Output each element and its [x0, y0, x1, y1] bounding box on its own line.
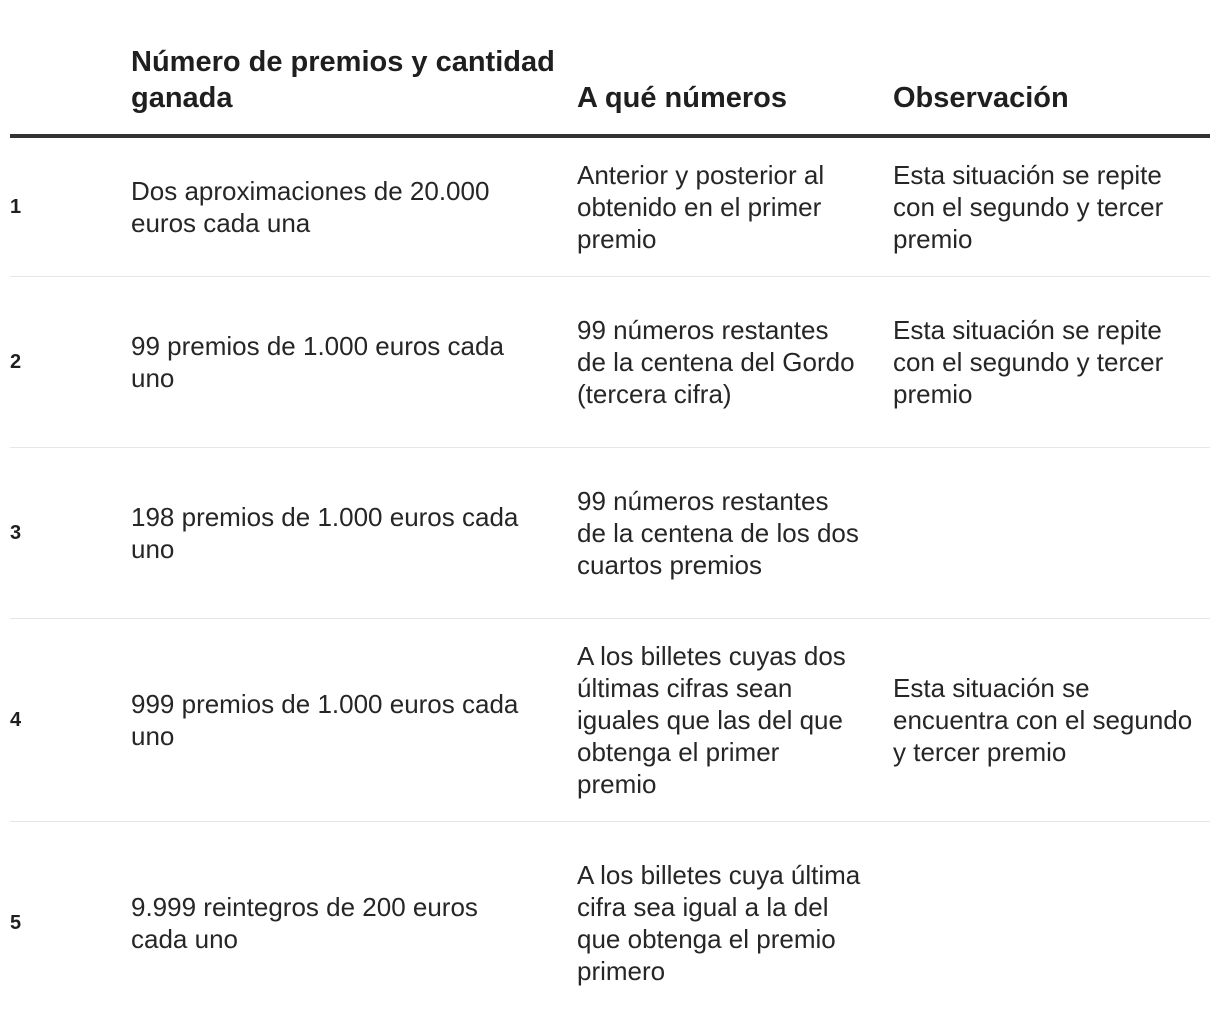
prizes-table-container — [10, 0, 1210, 1024]
row-index: 5 — [10, 912, 22, 934]
row-index: 2 — [10, 277, 131, 448]
row-prize: 99 premios de 1.000 euros cada uno — [131, 277, 577, 448]
row-prize: 999 premios de 1.000 euros cada uno — [131, 619, 577, 822]
row-index: 3 — [10, 448, 131, 619]
row-observation — [893, 822, 1210, 1025]
header-index — [10, 0, 131, 136]
header-numbers: A qué números — [577, 0, 893, 136]
header-prize: Número de premios y cantidad ganada — [131, 0, 577, 136]
prizes-table — [10, 0, 1210, 1024]
row-prize: Dos aproximaciones de 20.000 euros cada una — [131, 136, 577, 277]
table-row — [10, 822, 1210, 1025]
row-index: 1 — [10, 136, 131, 277]
row-prize: 198 premios de 1.000 euros cada uno — [131, 448, 577, 619]
row-numbers: A los billetes cuya última cifra sea igual a la del que obtenga el premio primero — [577, 860, 861, 986]
table-row — [10, 448, 1210, 619]
table-row — [10, 277, 1210, 448]
row-observation: Esta situación se repite con el segundo y tercer premio — [893, 277, 1210, 448]
row-index: 4 — [10, 619, 131, 822]
row-numbers: 99 números restantes de la centena del Gordo (tercera cifra) — [577, 277, 893, 448]
table-row — [10, 136, 1210, 277]
table-body — [10, 136, 1210, 1024]
row-prize: 9.999 reintegros de 200 euros cada uno — [131, 892, 478, 954]
header-observation: Observación — [893, 0, 1210, 136]
row-numbers: Anterior y posterior al obtenido en el primer premio — [577, 136, 893, 277]
row-observation — [893, 448, 1210, 619]
row-numbers: 99 números restantes de la centena de los dos cuartos premios — [577, 448, 893, 619]
row-observation: Esta situación se repite con el segundo y tercer premio — [893, 136, 1210, 277]
row-numbers: A los billetes cuyas dos últimas cifras sean iguales que las del que obtenga el primer premio — [577, 619, 893, 822]
header-row — [10, 0, 1210, 136]
table-row — [10, 619, 1210, 822]
table-header — [10, 0, 1210, 136]
row-observation: Esta situación se encuentra con el segundo y tercer premio — [893, 619, 1210, 822]
